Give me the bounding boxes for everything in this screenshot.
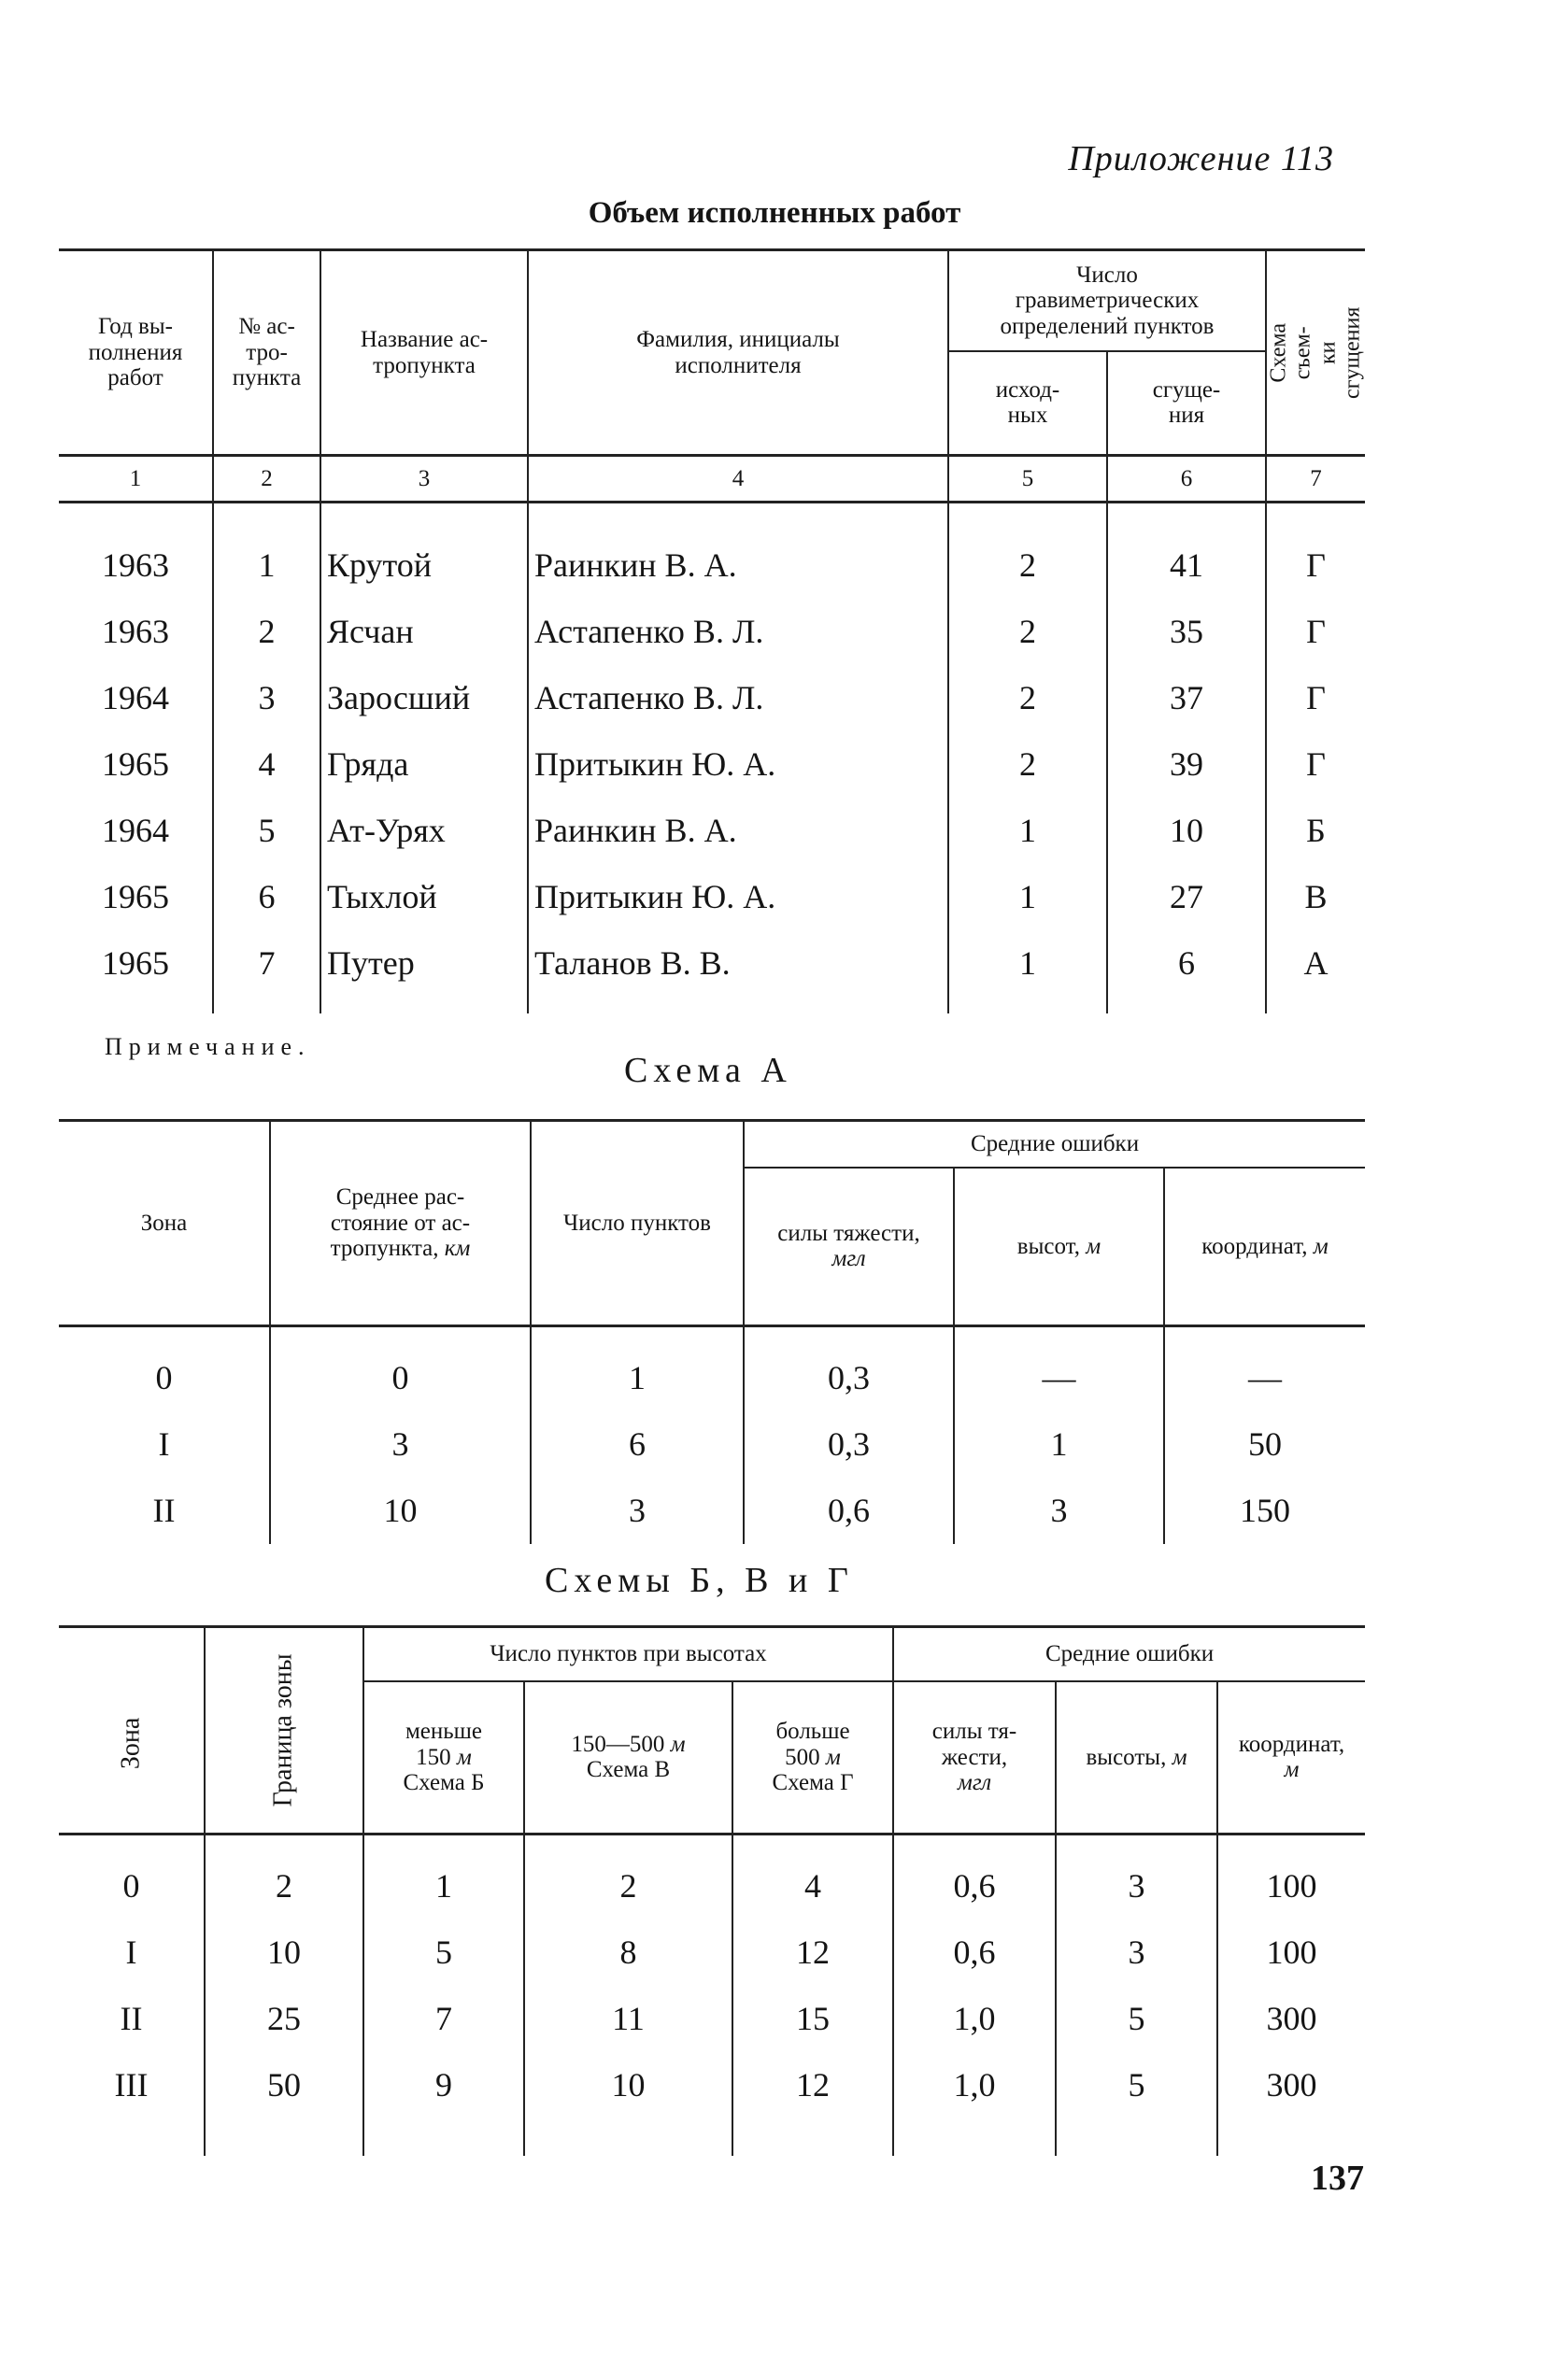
cell: 3: [954, 1478, 1164, 1544]
scheme-a-table: [59, 1119, 1365, 1544]
cell: 1963: [102, 546, 169, 584]
appendix-label: Приложение 113: [1068, 139, 1334, 178]
cell: Г: [1266, 532, 1365, 599]
grav-unit: мгл: [957, 1770, 992, 1795]
cell: 1,0: [893, 1986, 1056, 2052]
cell: 41: [1107, 532, 1266, 599]
table-row: [59, 665, 1365, 731]
works-table: [59, 248, 1365, 1013]
t1-exec-h: Фамилия, инициалы исполнителя: [636, 327, 840, 378]
cell: 39: [1107, 731, 1266, 798]
cell: 0: [122, 1867, 140, 1905]
cell: Притыкин Ю. А.: [528, 731, 948, 798]
border-h: Граница зоны: [268, 1653, 298, 1807]
cell: 25: [205, 1986, 363, 2052]
cell: 0,6: [893, 1920, 1056, 1986]
cell: 12: [732, 1920, 893, 1986]
cell: I: [158, 1425, 170, 1463]
cell: 4: [732, 1853, 893, 1920]
cell: 35: [1107, 599, 1266, 665]
cell: Крутой: [320, 532, 528, 599]
distance-header: [270, 1121, 531, 1326]
col-number: 7: [1266, 456, 1365, 503]
cell: 1: [213, 532, 320, 599]
table1-title: Объем исполненных работ: [588, 196, 961, 230]
height-unit: м: [1086, 1233, 1101, 1259]
zone-h: Зона: [116, 1717, 146, 1770]
cell: 1964: [102, 679, 169, 716]
table-row: [59, 1920, 1365, 1986]
table-row: [59, 1411, 1365, 1478]
col-initial-header: [948, 351, 1107, 456]
cell: 0,3: [744, 1411, 954, 1478]
cell: 5: [213, 798, 320, 864]
coord-h: координат,: [1201, 1233, 1314, 1259]
cell: 8: [524, 1920, 732, 1986]
cell: 0,6: [744, 1478, 954, 1544]
cell: 6: [531, 1411, 744, 1478]
less-scheme: Схема Б: [403, 1770, 485, 1795]
t1-initial-h: исход- ных: [995, 376, 1060, 429]
cell: 1964: [102, 812, 169, 849]
cell: Тыхлой: [320, 864, 528, 930]
col-number: 2: [213, 456, 320, 503]
cell: 300: [1217, 2052, 1365, 2118]
mid-h: 150—500: [571, 1731, 671, 1757]
cell: I: [125, 1934, 137, 1971]
cell: 5: [363, 1920, 524, 1986]
col-num-header: [213, 250, 320, 456]
col-number: 6: [1107, 456, 1266, 503]
cell: 50: [205, 2052, 363, 2118]
col-number: 3: [320, 456, 528, 503]
cell: III: [114, 2066, 149, 2104]
cell: 10: [1107, 798, 1266, 864]
cell: 1965: [102, 878, 169, 915]
col-number: 5: [948, 456, 1107, 503]
cell: 11: [524, 1986, 732, 2052]
table3-title: Схемы Б, В и Г: [545, 1561, 854, 1600]
cell: 50: [1164, 1411, 1365, 1478]
cell: 5: [1056, 2052, 1217, 2118]
cell: 0,6: [893, 1853, 1056, 1920]
cell: Таланов В. В.: [528, 930, 948, 997]
coord-unit: м: [1284, 1757, 1300, 1783]
note-label: Примечание.: [105, 1033, 311, 1060]
cell: Раинкин В. А.: [528, 798, 948, 864]
cell: II: [120, 2000, 143, 2037]
cell: 6: [213, 864, 320, 930]
cell: В: [1266, 864, 1365, 930]
table-row: [59, 2052, 1365, 2118]
cell: 2: [948, 532, 1107, 599]
cell: 100: [1217, 1853, 1365, 1920]
cell: 1: [948, 930, 1107, 997]
cell: 2: [948, 665, 1107, 731]
cell: 2: [524, 1853, 732, 1920]
heights-header: [954, 1168, 1164, 1326]
cell: 1: [954, 1411, 1164, 1478]
more-scheme: Схема Г: [772, 1770, 854, 1795]
scheme-bvg-table: [59, 1625, 1365, 2156]
table-row: [59, 1986, 1365, 2052]
cell: 12: [732, 2052, 893, 2118]
t1-name-h: Название ас- тропункта: [360, 327, 489, 378]
more-unit: м: [825, 1744, 841, 1770]
cell: 1: [531, 1345, 744, 1411]
coords-header: [1217, 1681, 1365, 1835]
cell: II: [152, 1492, 176, 1529]
errors-header: Средние ошибки: [744, 1121, 1365, 1168]
cell: 4: [213, 731, 320, 798]
cell: 10: [270, 1478, 531, 1544]
less-150-header: [363, 1681, 524, 1835]
dist-unit: км: [444, 1236, 471, 1262]
t1-year-h: Год вы- полнения работ: [88, 314, 183, 391]
cell: Г: [1266, 731, 1365, 798]
coords-header: [1164, 1168, 1365, 1326]
cell: 1965: [102, 944, 169, 982]
table-row: [59, 930, 1365, 997]
cell: 15: [732, 1986, 893, 2052]
cell: 37: [1107, 665, 1266, 731]
cell: —: [1164, 1345, 1365, 1411]
cell: —: [954, 1345, 1164, 1411]
mid-unit: м: [670, 1731, 686, 1757]
t1-grav-h: Число гравиметрических определений пунктов: [1000, 262, 1215, 339]
cell: 0: [155, 1359, 173, 1396]
col-year-header: [59, 250, 213, 456]
less-h: меньше 150: [405, 1719, 483, 1770]
cell: 27: [1107, 864, 1266, 930]
cell: 2: [948, 731, 1107, 798]
cell: 9: [363, 2052, 524, 2118]
cell: 3: [270, 1411, 531, 1478]
table-row: [59, 532, 1365, 599]
t1-scheme-h: Схема съем- ки сгущения: [1266, 306, 1365, 399]
mid-scheme: Схема В: [586, 1757, 671, 1783]
more-500-header: [732, 1681, 893, 1835]
dist-h: Среднее рас- стояние от ас- тропункта,: [330, 1184, 471, 1262]
points-at-heights-header: Число пунктов при высотах: [363, 1627, 893, 1681]
cell: Путер: [320, 930, 528, 997]
cell: Гряда: [320, 731, 528, 798]
col-grav-header: [948, 250, 1266, 351]
cell: 3: [531, 1478, 744, 1544]
t1-num-h: № ас- тро- пункта: [232, 314, 302, 391]
col-number: 4: [528, 456, 948, 503]
cell: Притыкин Ю. А.: [528, 864, 948, 930]
cell: 100: [1217, 1920, 1365, 1986]
cell: 3: [213, 665, 320, 731]
table-row: [59, 864, 1365, 930]
table-row: [59, 599, 1365, 665]
cell: 1,0: [893, 2052, 1056, 2118]
cell: 3: [1056, 1920, 1217, 1986]
cell: Г: [1266, 665, 1365, 731]
col-number: 1: [59, 456, 213, 503]
zone-header: [59, 1627, 205, 1835]
cell: А: [1266, 930, 1365, 997]
range-150-500-header: [524, 1681, 732, 1835]
col-name-header: [320, 250, 528, 456]
cell: 3: [1056, 1853, 1217, 1920]
cell: 1: [948, 864, 1107, 930]
cell: 2: [948, 599, 1107, 665]
height-h: высоты,: [1086, 1744, 1172, 1770]
cell: 7: [213, 930, 320, 997]
grav-h: силы тя- жести,: [931, 1719, 1017, 1770]
cell: 6: [1107, 930, 1266, 997]
col-dense-header: [1107, 351, 1266, 456]
table2-title: Схема А: [624, 1051, 792, 1090]
table-row: [59, 731, 1365, 798]
cell: 2: [205, 1853, 363, 1920]
border-header: [205, 1627, 363, 1835]
table-row: [59, 1345, 1365, 1411]
cell: Астапенко В. Л.: [528, 665, 948, 731]
points-header: Число пунктов: [531, 1121, 744, 1326]
gravity-header: [744, 1168, 954, 1326]
cell: 5: [1056, 1986, 1217, 2052]
cell: Ясчан: [320, 599, 528, 665]
cell: 1965: [102, 745, 169, 783]
less-unit: м: [456, 1744, 472, 1770]
table-row: [59, 798, 1365, 864]
errors-header: Средние ошибки: [893, 1627, 1365, 1681]
table-row: [59, 1853, 1365, 1920]
heights-header: [1056, 1681, 1217, 1835]
cell: 150: [1164, 1478, 1365, 1544]
col-executor-header: [528, 250, 948, 456]
cell: Раинкин В. А.: [528, 532, 948, 599]
cell: 10: [524, 2052, 732, 2118]
height-h: высот,: [1016, 1233, 1087, 1259]
cell: Г: [1266, 599, 1365, 665]
grav-unit: мгл: [831, 1246, 866, 1272]
table-row: [59, 1478, 1365, 1544]
cell: 7: [363, 1986, 524, 2052]
cell: Заросший: [320, 665, 528, 731]
gravity-header: [893, 1681, 1056, 1835]
cell: Астапенко В. Л.: [528, 599, 948, 665]
t1-dense-h: сгуще- ния: [1152, 376, 1221, 429]
cell: Ат-Урях: [320, 798, 528, 864]
page-number: 137: [1311, 2159, 1364, 2198]
col-scheme-header: [1266, 250, 1365, 456]
cell: 300: [1217, 1986, 1365, 2052]
coord-unit: м: [1313, 1233, 1329, 1259]
cell: 0: [270, 1345, 531, 1411]
cell: 10: [205, 1920, 363, 1986]
height-unit: м: [1172, 1744, 1187, 1770]
cell: Б: [1266, 798, 1365, 864]
cell: 0,3: [744, 1345, 954, 1411]
cell: 1: [948, 798, 1107, 864]
cell: 2: [213, 599, 320, 665]
zone-header: Зона: [59, 1121, 270, 1326]
cell: 1963: [102, 613, 169, 650]
more-h: больше 500: [775, 1719, 850, 1770]
cell: 1: [363, 1853, 524, 1920]
coord-h: координат,: [1238, 1731, 1345, 1757]
grav-h: силы тяжести,: [777, 1220, 920, 1246]
